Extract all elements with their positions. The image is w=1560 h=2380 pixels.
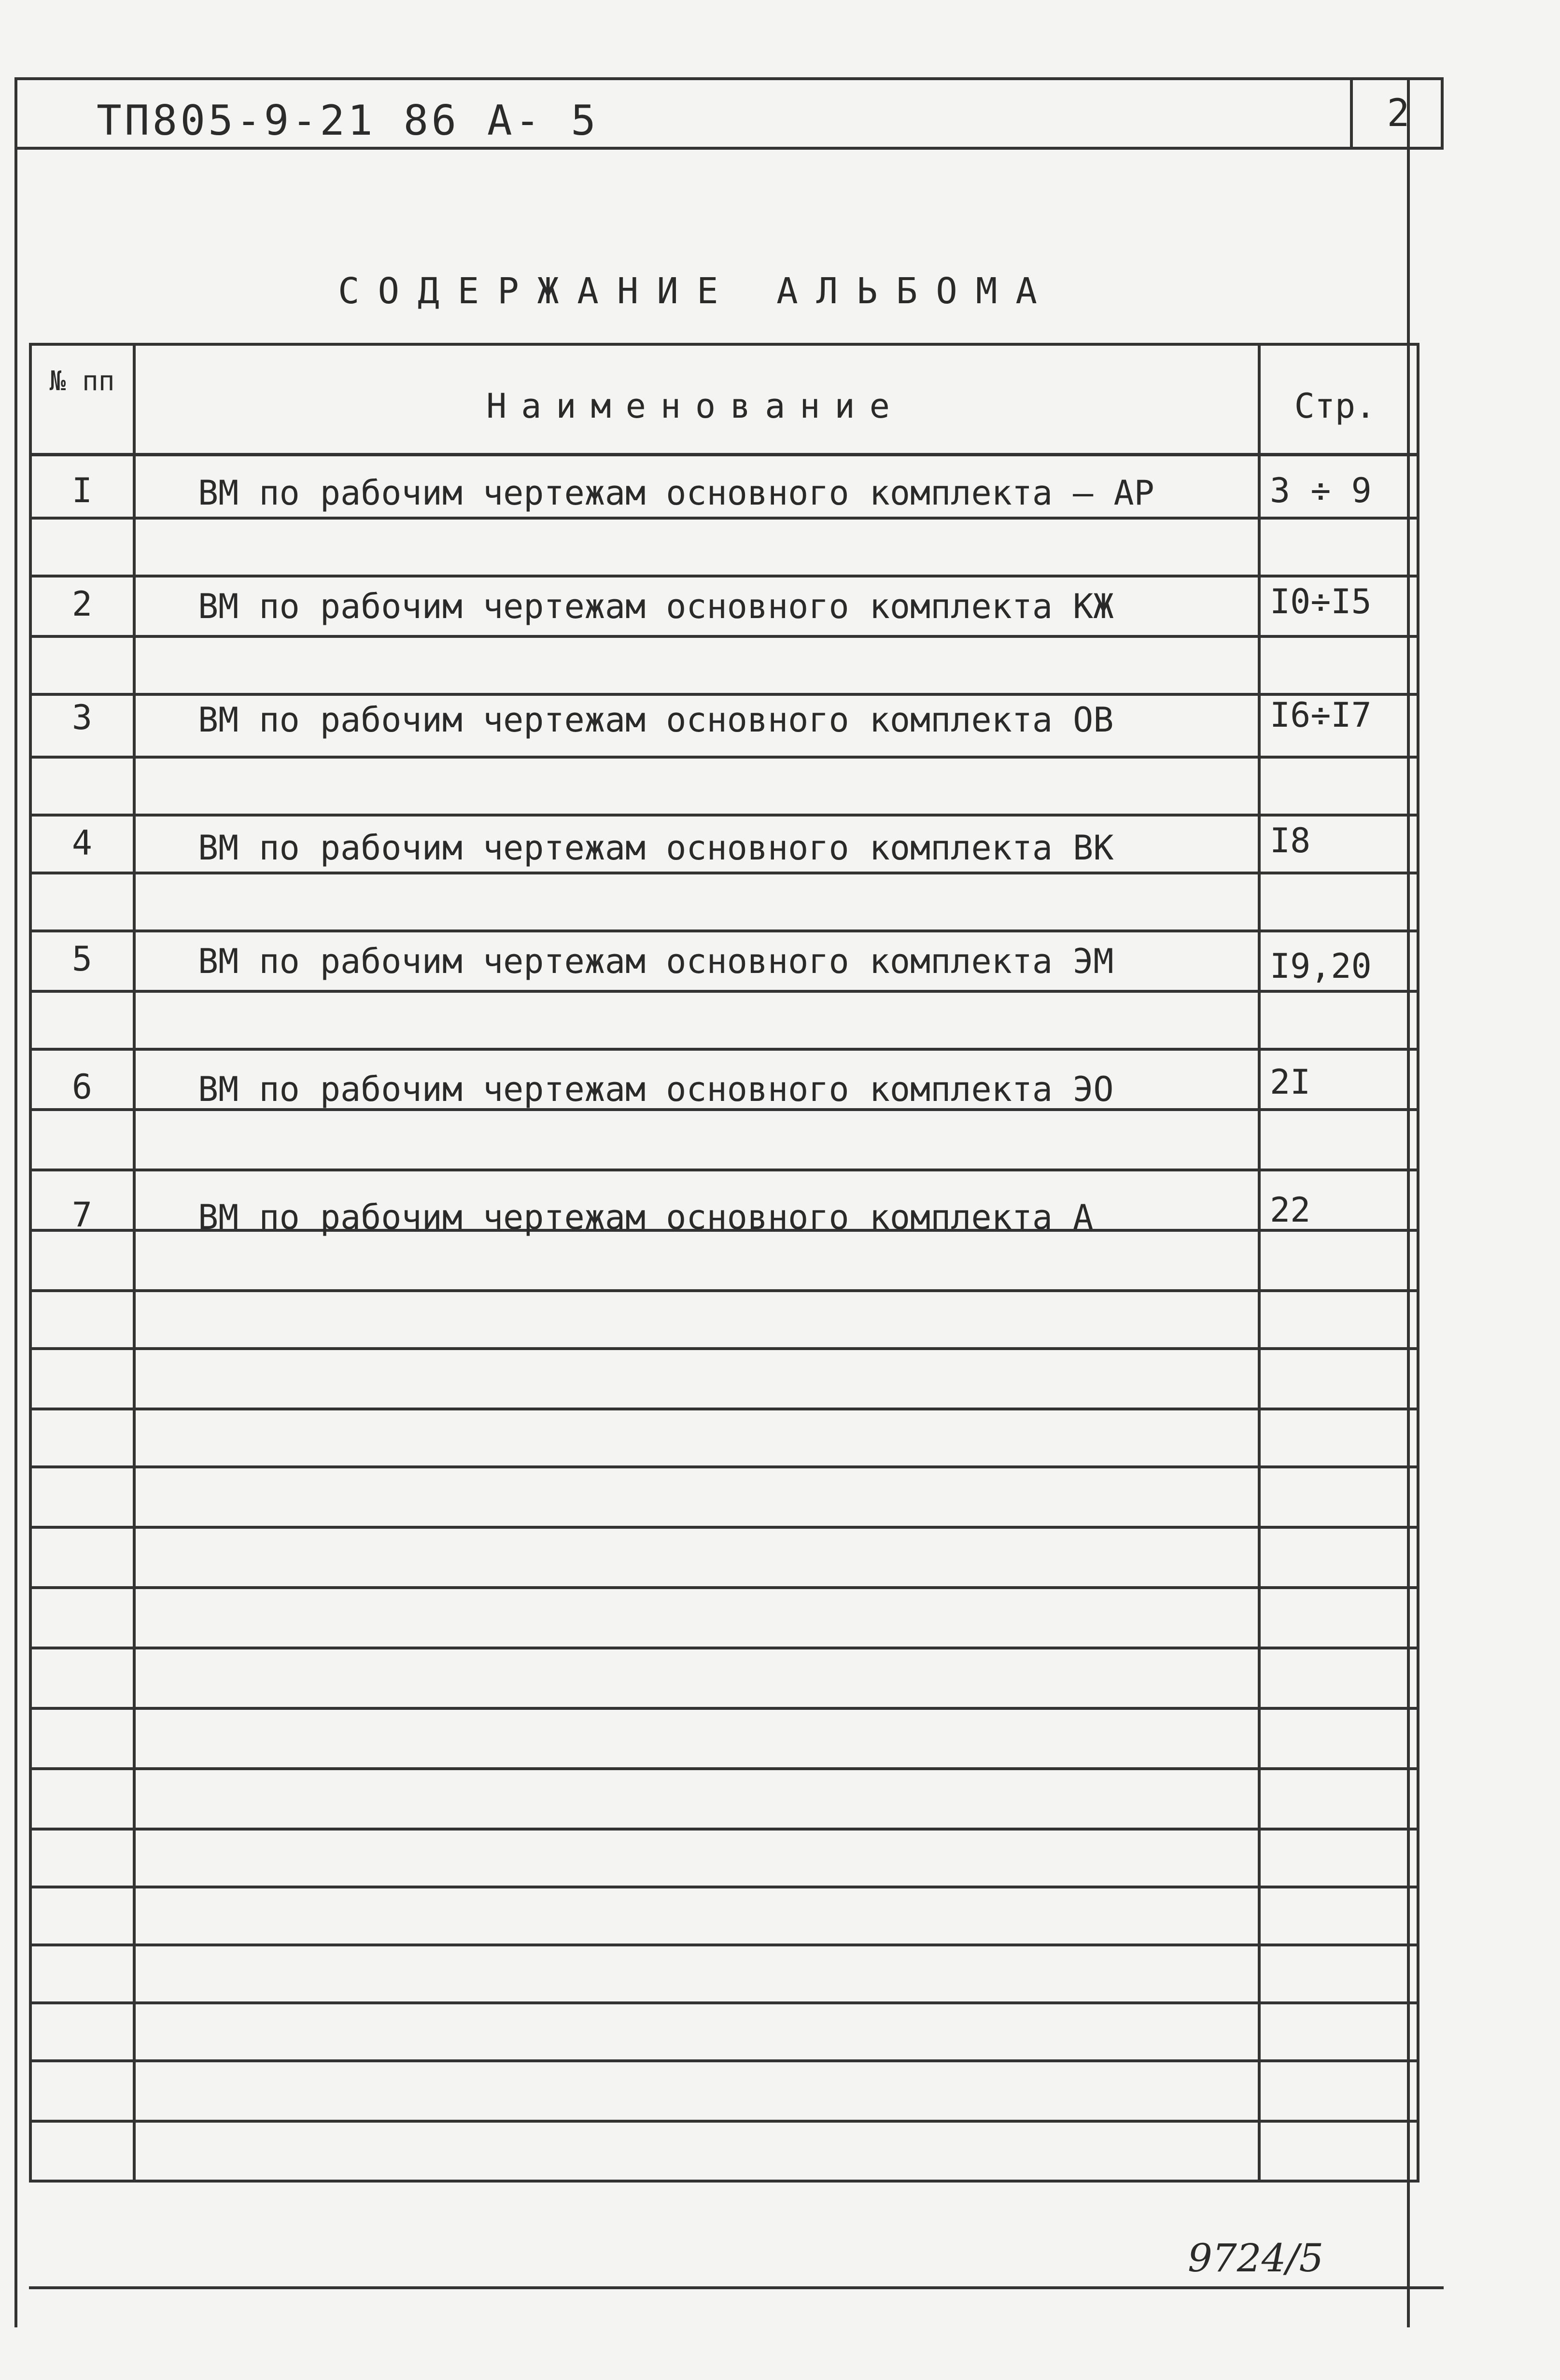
page-number: 2 bbox=[1350, 77, 1444, 150]
row-divider bbox=[29, 1707, 1419, 1710]
footer-divider bbox=[29, 2286, 1444, 2289]
row-divider bbox=[29, 1347, 1419, 1350]
row-divider bbox=[29, 1408, 1419, 1410]
header-name: Наименование bbox=[486, 386, 904, 426]
row-divider bbox=[29, 1586, 1419, 1589]
row-page: 2I bbox=[1270, 1062, 1311, 1102]
row-page: 22 bbox=[1270, 1190, 1311, 1230]
row-divider bbox=[29, 1647, 1419, 1649]
row-divider bbox=[29, 929, 1419, 932]
header-number: № пп bbox=[49, 366, 115, 397]
row-divider bbox=[29, 2001, 1419, 2004]
row-divider bbox=[29, 756, 1419, 759]
row-divider bbox=[29, 1526, 1419, 1529]
row-divider bbox=[29, 1828, 1419, 1831]
row-number: 5 bbox=[71, 939, 93, 979]
row-number: 7 bbox=[71, 1195, 93, 1235]
row-divider bbox=[29, 635, 1419, 638]
row-divider bbox=[29, 1048, 1419, 1051]
row-divider bbox=[29, 693, 1419, 696]
row-divider bbox=[29, 1169, 1419, 1171]
document-code: ТП805-9-21 86 А- 5 bbox=[97, 97, 599, 145]
row-name: ВМ по рабочим чертежам основного комплекта – АР bbox=[198, 473, 1154, 513]
row-divider bbox=[29, 1465, 1419, 1468]
row-divider bbox=[29, 1289, 1419, 1292]
row-name: ВМ по рабочим чертежам основного комплекта ЭО bbox=[198, 1070, 1114, 1109]
row-divider bbox=[29, 814, 1419, 817]
row-divider bbox=[29, 517, 1419, 520]
row-name: ВМ по рабочим чертежам основного комплекта ЭМ bbox=[198, 942, 1114, 981]
row-divider bbox=[29, 872, 1419, 874]
header-page: Стр. bbox=[1294, 386, 1376, 426]
row-name: ВМ по рабочим чертежам основного комплекта КЖ bbox=[198, 587, 1114, 626]
row-number: 2 bbox=[71, 584, 93, 624]
row-divider bbox=[29, 1943, 1419, 1946]
row-page: 3 ÷ 9 bbox=[1270, 471, 1372, 510]
row-divider bbox=[29, 990, 1419, 993]
row-page: I8 bbox=[1270, 821, 1311, 860]
row-divider bbox=[29, 2059, 1419, 2062]
header-divider bbox=[29, 453, 1419, 456]
row-divider bbox=[29, 575, 1419, 577]
row-number: I bbox=[71, 471, 93, 510]
row-number: 3 bbox=[71, 698, 93, 737]
row-divider bbox=[29, 2120, 1419, 2123]
column-divider bbox=[1258, 343, 1261, 2183]
row-page: I9,20 bbox=[1270, 946, 1372, 986]
row-divider bbox=[29, 1886, 1419, 1888]
inventory-number: 9724/5 bbox=[1188, 2236, 1324, 2281]
row-name: ВМ по рабочим чертежам основного комплекта ОВ bbox=[198, 700, 1114, 740]
row-name: ВМ по рабочим чертежам основного комплекта А bbox=[198, 1197, 1094, 1237]
row-name: ВМ по рабочим чертежам основного комплекта ВК bbox=[198, 828, 1114, 868]
row-divider bbox=[29, 1767, 1419, 1770]
row-page: I0÷I5 bbox=[1270, 582, 1372, 621]
page-title: СОДЕРЖАНИЕ АЛЬБОМА bbox=[338, 270, 1055, 312]
row-page: I6÷I7 bbox=[1270, 695, 1372, 735]
row-number: 4 bbox=[71, 823, 93, 863]
row-number: 6 bbox=[71, 1067, 93, 1107]
column-divider bbox=[133, 343, 136, 2183]
